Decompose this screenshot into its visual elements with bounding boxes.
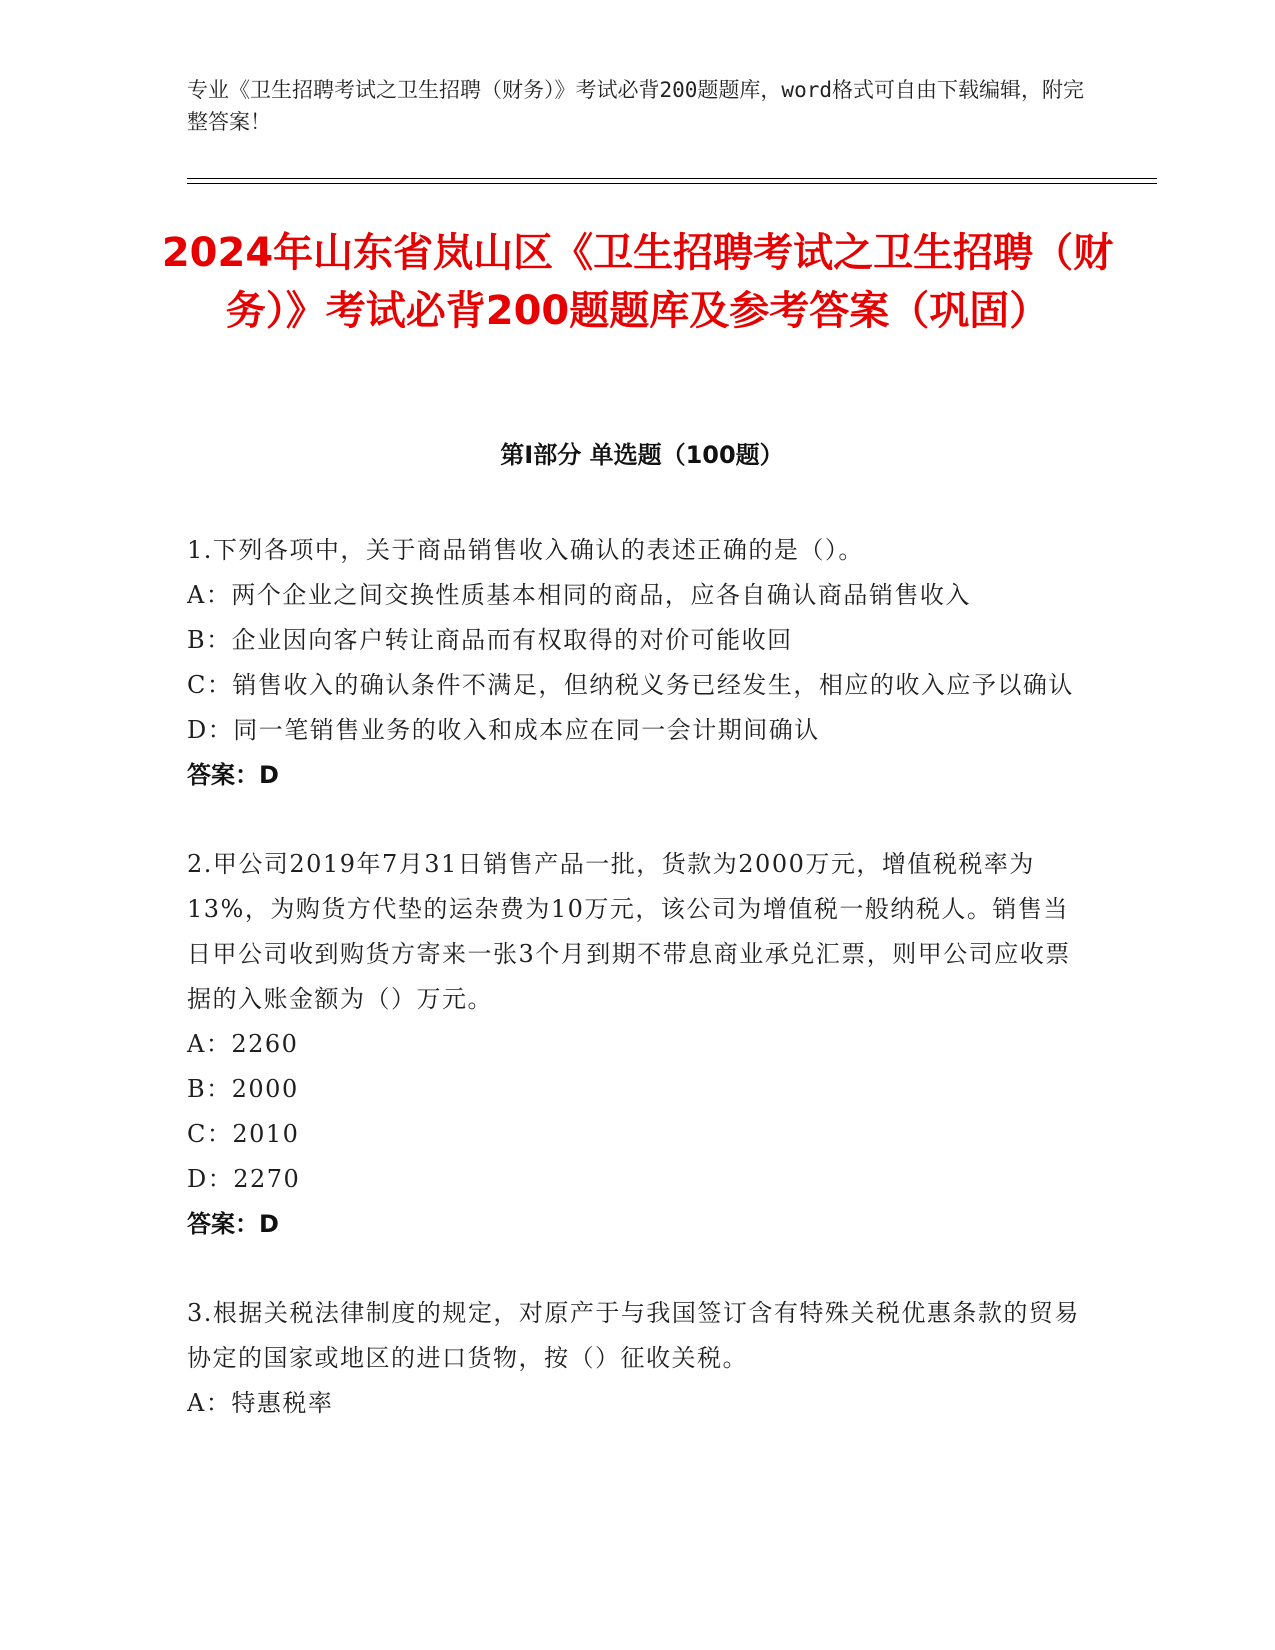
header-rule-bottom	[187, 183, 1157, 184]
option-b: B：企业因向客户转让商品而有权取得的对价可能收回	[187, 626, 793, 654]
document-title: 2024年山东省岚山区《卫生招聘考试之卫生招聘（财务）》考试必背200题题库及参考答案（巩固）	[161, 230, 1114, 334]
question-list	[187, 528, 1087, 1470]
option-b: B：2000	[187, 1075, 299, 1103]
option-d: D：2270	[187, 1165, 301, 1193]
header-rule-top	[187, 178, 1157, 179]
option-a: A：2260	[187, 1030, 299, 1058]
option-d: D：同一笔销售业务的收入和成本应在同一会计期间确认	[187, 716, 820, 744]
option-a: A：特惠税率	[187, 1389, 334, 1417]
question-stem: 3.根据关税法律制度的规定，对原产于与我国签订含有特殊关税优惠条款的贸易协定的国家或地区的进口货物，按（）征收关税。	[187, 1299, 1080, 1372]
question-stem: 2.甲公司2019年7月31日销售产品一批，货款为2000万元，增值税税率为13%，为购货方代垫的运杂费为10万元，该公司为增值税一般纳税人。销售当日甲公司收到购货方寄来一张3个月到期不带息商业承兑汇票，则甲公司应收票据的入账金额为（）万元。	[187, 850, 1071, 1013]
header-note: 专业《卫生招聘考试之卫生招聘（财务）》考试必背200题题库，word格式可自由下载编辑，附完整答案！	[187, 78, 1084, 134]
question-3	[187, 1291, 1087, 1426]
question-stem: 1.下列各项中，关于商品销售收入确认的表述正确的是（）。	[187, 536, 864, 564]
option-a: A：两个企业之间交换性质基本相同的商品，应各自确认商品销售收入	[187, 581, 971, 609]
answer-line: 答案：D	[187, 1210, 279, 1238]
question-2	[187, 842, 1087, 1247]
option-c: C：2010	[187, 1120, 300, 1148]
question-1	[187, 528, 1087, 798]
option-c: C：销售收入的确认条件不满足，但纳税义务已经发生，相应的收入应予以确认	[187, 671, 1074, 699]
section-heading: 第Ⅰ部分 单选题（100题）	[500, 441, 784, 469]
answer-line: 答案：D	[187, 761, 279, 789]
